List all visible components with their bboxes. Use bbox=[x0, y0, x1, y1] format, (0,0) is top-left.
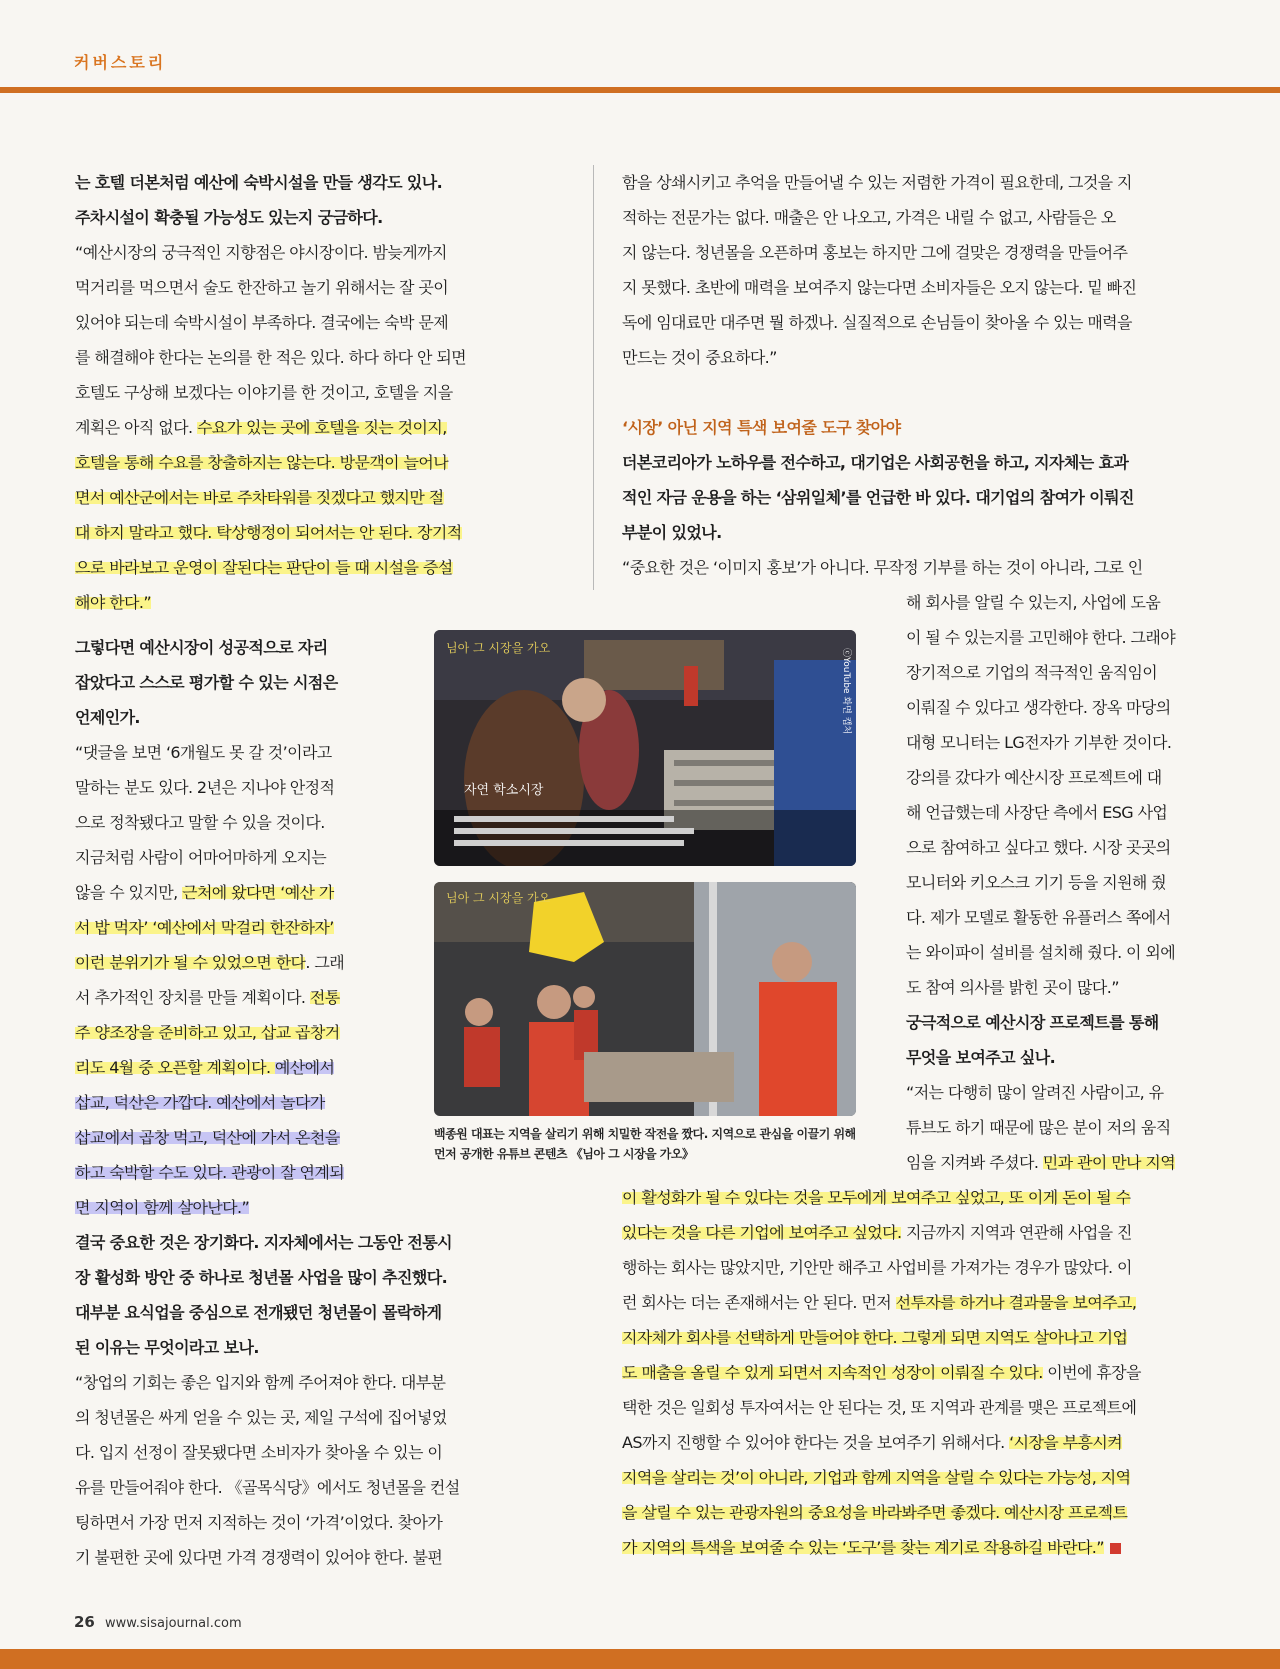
right-column-top bbox=[622, 165, 1217, 585]
line-text: 으로 바라보고 운영이 잘된다는 판단이 들 때 시설을 증설 bbox=[75, 558, 453, 577]
line-text: 말하는 분도 있다. 2년은 지나야 안정적 bbox=[75, 778, 335, 797]
line-text: 이 될 수 있는지를 고민해야 한다. 그래야 bbox=[906, 628, 1176, 647]
text-line bbox=[75, 910, 397, 945]
line-text: 된 이유는 무엇이라고 보나. bbox=[75, 1338, 259, 1357]
line-text: 행하는 회사는 많았지만, 기안만 해주고 사업비를 가져가는 경우가 많았다. 이 bbox=[622, 1258, 1132, 1277]
line-text: “창업의 기회는 좋은 입지와 함께 주어져야 한다. 대부분 bbox=[75, 1373, 446, 1392]
line-text: ‘시장을 부흥시켜 bbox=[1009, 1433, 1123, 1452]
line-text: 으로 참여하고 싶다고 했다. 시장 곳곳의 bbox=[906, 838, 1171, 857]
line-text: 적인 자금 운용을 하는 ‘삼위일체’를 언급한 바 있다. 대기업의 참여가 이뤄진 bbox=[622, 488, 1134, 507]
line-text: 지자체가 회사를 선택하게 만들어야 한다. 그렇게 되면 지역도 살아나고 기업 bbox=[622, 1328, 1128, 1347]
text-line bbox=[906, 900, 1218, 935]
line-text: 가 지역의 특색을 보여줄 수 있는 ‘도구’를 찾는 계기로 작용하길 바란다.” bbox=[622, 1538, 1104, 1557]
line-text: 삽교, 덕산은 가깝다. 예산에서 놀다가 bbox=[75, 1093, 325, 1112]
text-line bbox=[75, 945, 397, 980]
text-line bbox=[75, 1190, 515, 1225]
line-text: 이번에 휴장을 bbox=[1042, 1363, 1141, 1382]
line-text: 모니터와 키오스크 기기 등을 지원해 줬 bbox=[906, 873, 1167, 892]
line-text: 도 참여 의사를 밝힌 곳이 많다.” bbox=[906, 978, 1119, 997]
text-line bbox=[622, 410, 1217, 445]
line-text: 언제인가. bbox=[75, 708, 140, 727]
line-text: 해 언급했는데 사장단 측에서 ESG 사업 bbox=[906, 803, 1168, 822]
text-line bbox=[75, 200, 515, 235]
line-text: 지금까지 지역과 연관해 사업을 진 bbox=[901, 1223, 1132, 1242]
line-text: “중요한 것은 ‘이미지 홍보’가 아니다. 무작정 기부를 하는 것이 아니라, 그로 인 bbox=[622, 558, 1143, 577]
text-line bbox=[75, 630, 397, 665]
line-text: 근처에 왔다면 ‘예산 가 bbox=[182, 883, 334, 902]
line-text: 택한 것은 일회성 투자여서는 안 된다는 것, 또 지역과 관계를 맺은 프로젝트에 bbox=[622, 1398, 1137, 1417]
text-line bbox=[622, 1180, 1217, 1215]
line-text: 다. 제가 모델로 활동한 유플러스 쪽에서 bbox=[906, 908, 1171, 927]
text-line bbox=[75, 700, 397, 735]
line-text: 지 않는다. 청년몰을 오픈하며 홍보는 하지만 그에 걸맞은 경쟁력을 만들어주 bbox=[622, 243, 1128, 262]
line-text: 를 해결해야 한다는 논의를 한 적은 있다. 하다 하다 안 되면 bbox=[75, 348, 467, 367]
line-text: 전통 bbox=[309, 988, 340, 1007]
line-text: 는 와이파이 설비를 설치해 줬다. 이 외에 bbox=[906, 943, 1176, 962]
text-line bbox=[75, 1365, 515, 1400]
text-line bbox=[75, 1330, 515, 1365]
left-column-top bbox=[75, 165, 515, 620]
text-line bbox=[906, 830, 1218, 865]
line-text: 이 활성화가 될 수 있다는 것을 모두에게 보여주고 싶었고, 또 이게 돈이 될 수 bbox=[622, 1188, 1131, 1207]
line-text: 지 못했다. 초반에 매력을 보여주지 않는다면 소비자들은 오지 않는다. 밑 빠진 bbox=[622, 278, 1137, 297]
text-line bbox=[906, 760, 1218, 795]
text-line bbox=[906, 865, 1218, 900]
line-text: 을 살릴 수 있는 관광자원의 중요성을 바라봐주면 좋겠다. 예산시장 프로젝트 bbox=[622, 1503, 1128, 1522]
text-line bbox=[622, 1320, 1217, 1355]
text-line bbox=[75, 1400, 515, 1435]
line-text: 이뤄질 수 있다고 생각한다. 장옥 마당의 bbox=[906, 698, 1171, 717]
line-text: 대형 모니터는 LG전자가 기부한 것이다. bbox=[906, 733, 1172, 752]
line-text: 유를 만들어줘야 한다. 《골목식당》에서도 청년몰을 컨설 bbox=[75, 1478, 460, 1497]
text-line bbox=[75, 1470, 515, 1505]
text-line bbox=[75, 305, 515, 340]
text-line bbox=[75, 1050, 397, 1085]
text-line bbox=[906, 620, 1218, 655]
text-line bbox=[75, 770, 397, 805]
line-text: 더본코리아가 노하우를 전수하고, 대기업은 사회공헌을 하고, 지자체는 효과 bbox=[622, 453, 1129, 472]
section-label: 커버스토리 bbox=[74, 53, 167, 72]
line-text: 의 청년몰은 싸게 얻을 수 있는 곳, 제일 구석에 집어넣었 bbox=[75, 1408, 447, 1427]
page-number: 26 bbox=[74, 1613, 95, 1631]
text-line bbox=[622, 550, 1217, 585]
line-text: 팅하면서 가장 먼저 지적하는 것이 ‘가격’이었다. 찾아가 bbox=[75, 1513, 443, 1532]
line-text: 리도 4월 중 오픈할 계획이다. bbox=[75, 1058, 275, 1077]
text-line bbox=[906, 935, 1218, 970]
text-line bbox=[622, 235, 1217, 270]
line-text: AS까지 진행할 수 있어야 한다는 것을 보여주기 위해서다. bbox=[622, 1433, 1010, 1452]
column-divider bbox=[593, 165, 594, 590]
line-text: 잡았다고 스스로 평가할 수 있는 시점은 bbox=[75, 673, 338, 692]
text-line bbox=[75, 480, 515, 515]
line-text: 있다는 것을 다른 기업에 보여주고 싶었다. bbox=[622, 1223, 902, 1242]
line-text: 호텔을 통해 수요를 창출하지는 않는다. 방문객이 늘어나 bbox=[75, 453, 449, 472]
text-line bbox=[75, 980, 397, 1015]
text-line bbox=[75, 840, 397, 875]
line-text: 선투자를 하거나 결과물을 보여주고, bbox=[895, 1293, 1137, 1312]
market-photo-1 bbox=[434, 630, 856, 866]
line-text: 강의를 갔다가 예산시장 프로젝트에 대 bbox=[906, 768, 1162, 787]
line-text: 대 하지 말라고 했다. 탁상행정이 되어서는 안 된다. 장기적 bbox=[75, 523, 462, 542]
text-line bbox=[906, 1005, 1218, 1040]
line-text: 적하는 전문가는 없다. 매출은 안 나오고, 가격은 내릴 수 없고, 사람들은 오 bbox=[622, 208, 1116, 227]
line-text: 호텔도 구상해 보겠다는 이야기를 한 것이고, 호텔을 지을 bbox=[75, 383, 453, 402]
line-text: 튜브도 하기 때문에 많은 분이 저의 움직 bbox=[906, 1118, 1171, 1137]
line-text: 결국 중요한 것은 장기화다. 지자체에서는 그동안 전통시 bbox=[75, 1233, 452, 1252]
line-text: 무엇을 보여주고 싶나. bbox=[906, 1048, 1056, 1067]
text-line bbox=[622, 1355, 1217, 1390]
line-text: 그렇다면 예산시장이 성공적으로 자리 bbox=[75, 638, 328, 657]
text-line bbox=[622, 480, 1217, 515]
text-line bbox=[75, 585, 515, 620]
text-line bbox=[75, 1120, 397, 1155]
text-line bbox=[622, 165, 1217, 200]
text-line bbox=[622, 1215, 1217, 1250]
line-text: 기 불편한 곳에 있다면 가격 경쟁력이 있어야 한다. 불편 bbox=[75, 1548, 443, 1567]
line-text: 면 지역이 함께 살아난다.” bbox=[75, 1198, 250, 1217]
text-line bbox=[906, 725, 1218, 760]
line-text: 지금처럼 사람이 어마어마하게 오지는 bbox=[75, 848, 327, 867]
text-line bbox=[75, 735, 397, 770]
text-line bbox=[75, 805, 397, 840]
text-line bbox=[622, 200, 1217, 235]
text-line bbox=[75, 1155, 397, 1190]
line-text: 으로 정착됐다고 말할 수 있을 것이다. bbox=[75, 813, 325, 832]
page-footer bbox=[74, 1613, 242, 1631]
text-line bbox=[75, 1295, 515, 1330]
text-line bbox=[75, 165, 515, 200]
line-text: 장기적으로 기업의 적극적인 움직임이 bbox=[906, 663, 1158, 682]
text-line bbox=[75, 1260, 515, 1295]
left-column-bottom bbox=[75, 1190, 515, 1575]
line-text: 해야 한다.” bbox=[75, 593, 152, 612]
text-line bbox=[75, 875, 397, 910]
line-text: 도 매출을 올릴 수 있게 되면서 지속적인 성장이 이뤄질 수 있다. bbox=[622, 1363, 1043, 1382]
line-text: 다. 입지 선정이 잘못됐다면 소비자가 찾아올 수 있는 이 bbox=[75, 1443, 443, 1462]
text-line bbox=[622, 340, 1217, 375]
line-text: 부분이 있었나. bbox=[622, 523, 722, 542]
line-text: 독에 임대료만 대주면 뭘 하겠나. 실질적으로 손님들이 찾아올 수 있는 매력을 bbox=[622, 313, 1132, 332]
photo1-overlay-title: 님아 그 시장을 가오 bbox=[446, 641, 551, 655]
text-line bbox=[622, 305, 1217, 340]
text-line bbox=[622, 445, 1217, 480]
text-line bbox=[75, 1015, 397, 1050]
text-line bbox=[75, 235, 515, 270]
text-line bbox=[75, 270, 515, 305]
line-text: 만드는 것이 중요하다.” bbox=[622, 348, 777, 367]
header-rule bbox=[0, 87, 1280, 93]
text-line bbox=[622, 1425, 1217, 1460]
text-line bbox=[75, 445, 515, 480]
line-text: 하고 숙박할 수도 있다. 관광이 잘 연계되 bbox=[75, 1163, 345, 1182]
market-photo-2 bbox=[434, 882, 856, 1116]
text-line bbox=[906, 1075, 1218, 1110]
photo1-overlay-sub: 자연 학소시장 bbox=[464, 783, 544, 798]
text-line bbox=[906, 1110, 1218, 1145]
text-line bbox=[622, 515, 1217, 550]
line-text: 서 추가적인 장치를 만들 계획이다. bbox=[75, 988, 310, 1007]
text-line bbox=[75, 375, 515, 410]
text-line bbox=[622, 1285, 1217, 1320]
line-text: ‘시장’ 아닌 지역 특색 보여줄 도구 찾아야 bbox=[622, 418, 901, 437]
line-text: 임을 지켜봐 주셨다. bbox=[906, 1153, 1043, 1172]
site-url: www.sisajournal.com bbox=[105, 1616, 242, 1631]
text-line bbox=[75, 515, 515, 550]
text-line bbox=[75, 410, 515, 445]
line-text: 런 회사는 더는 존재해서는 안 된다. 먼저 bbox=[622, 1293, 896, 1312]
text-line bbox=[906, 1040, 1218, 1075]
text-line bbox=[75, 1085, 397, 1120]
line-text: 삽교에서 곱창 먹고, 덕산에 가서 온천을 bbox=[75, 1128, 340, 1147]
line-text: 먹거리를 먹으면서 술도 한잔하고 놀기 위해서는 잘 곳이 bbox=[75, 278, 449, 297]
line-text: 면서 예산군에서는 바로 주차타워를 짓겠다고 했지만 절 bbox=[75, 488, 444, 507]
text-line bbox=[75, 1540, 515, 1575]
text-line bbox=[906, 1145, 1218, 1180]
line-text: 는 호텔 더본처럼 예산에 숙박시설을 만들 생각도 있나. bbox=[75, 173, 443, 192]
right-column-bottom bbox=[622, 1180, 1217, 1565]
line-text: 이런 분위기가 될 수 있었으면 한다 bbox=[75, 953, 306, 972]
photo-caption: 백종원 대표는 지역을 살리기 위해 치밀한 작전을 짰다. 지역으로 관심을 이끌기 위해 먼저 공개한 유튜브 콘텐츠 《님아 그 시장을 가오》 bbox=[434, 1127, 856, 1161]
line-text: 지역을 살리는 것’이 아니라, 기업과 함께 지역을 살릴 수 있다는 가능성, 지역 bbox=[622, 1468, 1131, 1487]
line-text: “댓글을 보면 ‘6개월도 못 갈 것’이라고 bbox=[75, 743, 332, 762]
line-text: . 그래 bbox=[305, 953, 345, 972]
line-text: 수요가 있는 곳에 호텔을 짓는 것이지, bbox=[196, 418, 447, 437]
text-line bbox=[622, 1390, 1217, 1425]
left-column-narrow bbox=[75, 630, 397, 1190]
end-mark-icon bbox=[1110, 1543, 1121, 1554]
line-text: 예산에서 bbox=[274, 1058, 335, 1077]
text-line bbox=[75, 340, 515, 375]
text-line bbox=[622, 1530, 1217, 1565]
line-text: “예산시장의 궁극적인 지향점은 야시장이다. 밤늦게까지 bbox=[75, 243, 447, 262]
photo-credit: ⓒYouTube 화면 캡처 bbox=[841, 648, 851, 735]
line-text: 주 양조장을 준비하고 있고, 삽교 곱창거 bbox=[75, 1023, 340, 1042]
text-line bbox=[75, 1225, 515, 1260]
photo2-overlay-title: 님아 그 시장을 가오 bbox=[446, 891, 551, 905]
line-text: “저는 다행히 많이 알려진 사람이고, 유 bbox=[906, 1083, 1164, 1102]
text-line bbox=[906, 655, 1218, 690]
line-text: 주차시설이 확충될 가능성도 있는지 궁금하다. bbox=[75, 208, 383, 227]
line-text: 않을 수 있지만, bbox=[75, 883, 183, 902]
text-line bbox=[622, 1460, 1217, 1495]
text-line bbox=[622, 270, 1217, 305]
text-line bbox=[622, 1495, 1217, 1530]
text-line bbox=[622, 1250, 1217, 1285]
text-line bbox=[906, 795, 1218, 830]
line-text: 대부분 요식업을 중심으로 전개됐던 청년몰이 몰락하게 bbox=[75, 1303, 442, 1322]
text-line bbox=[906, 585, 1218, 620]
line-text: 있어야 되는데 숙박시설이 부족하다. 결국에는 숙박 문제 bbox=[75, 313, 449, 332]
line-text: 계획은 아직 없다. bbox=[75, 418, 197, 437]
line-text: 서 밥 먹자’ ‘예산에서 막걸리 한잔하자’ bbox=[75, 918, 334, 937]
line-text: 궁극적으로 예산시장 프로젝트를 통해 bbox=[906, 1013, 1159, 1032]
text-line bbox=[75, 550, 515, 585]
text-line bbox=[622, 375, 1217, 410]
line-text: 장 활성화 방안 중 하나로 청년몰 사업을 많이 추진했다. bbox=[75, 1268, 448, 1287]
line-text: 해 회사를 알릴 수 있는지, 사업에 도움 bbox=[906, 593, 1161, 612]
right-column-narrow bbox=[906, 585, 1218, 1180]
text-line bbox=[906, 690, 1218, 725]
text-line bbox=[75, 665, 397, 700]
text-line bbox=[906, 970, 1218, 1005]
text-line bbox=[75, 1505, 515, 1540]
footer-rule bbox=[0, 1649, 1280, 1669]
line-text: 민과 관이 만나 지역 bbox=[1042, 1153, 1176, 1172]
text-line bbox=[75, 1435, 515, 1470]
line-text: 함을 상쇄시키고 추억을 만들어낼 수 있는 저렴한 가격이 필요한데, 그것을 지 bbox=[622, 173, 1132, 192]
